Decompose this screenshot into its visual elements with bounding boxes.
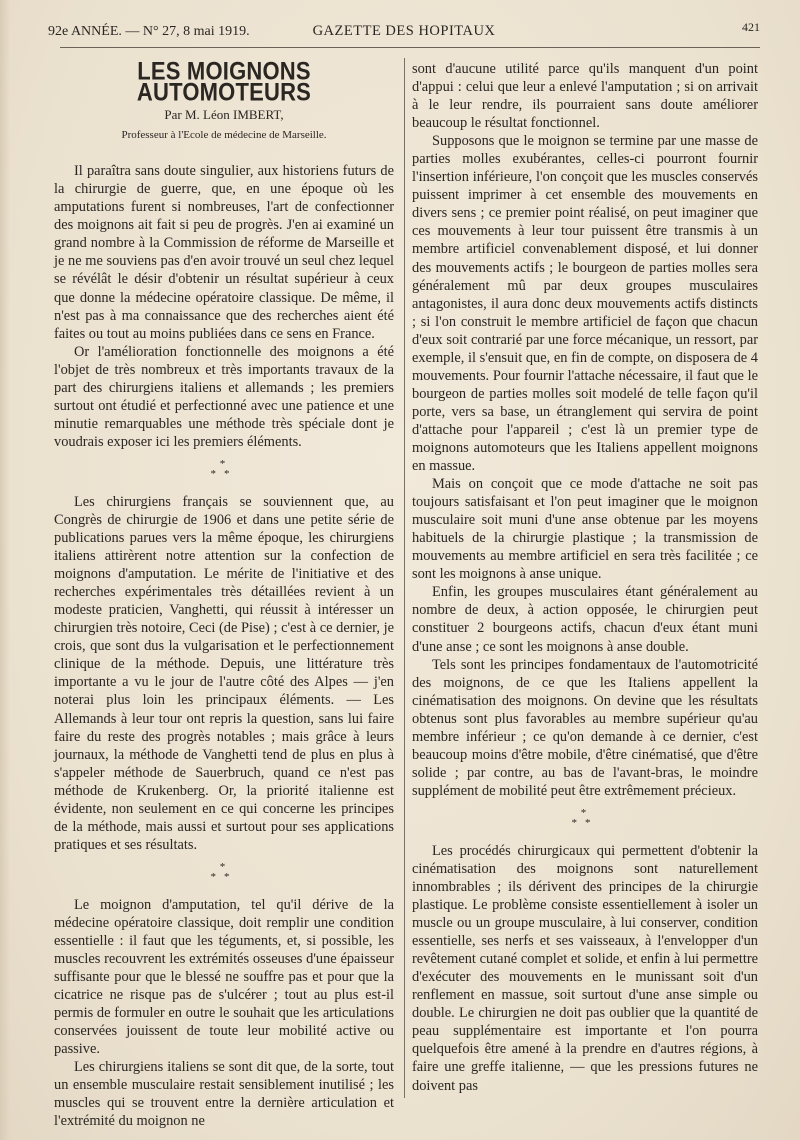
page-number: 421 xyxy=(742,20,760,34)
separator-star-pair xyxy=(54,469,394,479)
separator-star: * xyxy=(210,870,224,883)
section-separator xyxy=(54,862,394,882)
separator-star: * xyxy=(224,870,238,883)
separator-star-pair xyxy=(54,872,394,882)
paragraph: Il paraîtra sans doute singulier, aux historiens futurs de la chirurgie de guerre, que, en une époque où les amputations furent si nombreuses, l'art de confectionner des moignons ait fait si peu de progrès. J'en ai examiné un grand nombre à la Commission de réforme de Marseille et je ne me souviens pas d'en avoir trouvé un seul chez lequel se révélât le désir d'obtenir un résultat supérieur à ceux que donne la médecine opératoire classique. De même, il n'est pas à ma connaissance que des recherches aient été faites ou tout au moins publiées dans ce sens en France. xyxy=(54,163,394,342)
article-title: LES MOIGNONS AUTOMOTEURS xyxy=(136,56,312,107)
column-separator xyxy=(404,58,405,1098)
paragraph: Supposons que le moignon se termine par une masse de parties molles exubérantes, celles-ci pourront fournir l'insertion inférieure, l'on conçoit que les muscles conservés puissent imprimer à cet ensemble des mouvements en divers sens ; ce premier point réalisé, on peut imaginer que ces mouvements à leur tour puissent être transmis à un membre artificiel convenablement disposé, et lui donner des mouvements actifs ; le bourgeon de parties molles sera généralement mû par deux groupes musculaires antagonistes, il aura donc deux mouvements actifs distincts ; si l'on construit le membre artificiel de façon que chacun d'eux soit contrarié par une force mécanique, un ressort, par exemple, il s'ensuit que, en fin de compte, on disposera de 4 mouvements. Pour fournir l'attache nécessaire, il faut que le bourgeon de parties molles soit modelé de telle façon qu'il porte, vers sa base, un étranglement qui servira de point d'attache pour l'appareil ; c'est là un premier type de moignons automoteurs que les Italiens appellent moignons en massue. xyxy=(412,133,758,475)
paragraph: Les chirurgiens français se souviennent que, au Congrès de chirurgie de 1906 et dans une petite série de publications parues vers la même époque, les chirurgiens italiens attirèrent notre attention sur la confection de moignons d'amputation. Le mérite de l'initiative et des recherches expérimentales très détaillées revient à un modeste praticien, Vanghetti, qui réussit à intéresser un chirurgien très notoire, Ceci (de Pise) ; c'est à ce dernier, je crois, que sont dus la vulgarisation et le perfectionnement clinique de la méthode. Depuis, une littérature très importante a vu le jour de l'autre côté des Alpes — j'en noterai plus loin les principaux éléments. — Les Allemands à leur tour ont repris la question, sans lui faire faire du reste des progrès notables ; mais grâce à leurs journaux, la méthode de Vanghetti tend de plus en plus à s'appeler méthode de Sauerbruch, quand ce n'est pas méthode de Krukenberg. Or, la priorité italienne est évidente, non seulement en ce qui concerne les principes de la méthode, mais aussi et surtout pour ses applications pratiques et ses résultats. xyxy=(54,493,394,853)
issue-info: 92e ANNÉE. — N° 27, 8 mai 1919. xyxy=(48,24,250,39)
separator-star: * xyxy=(210,467,224,480)
separator-star: * xyxy=(219,860,229,873)
paragraph: Tels sont les principes fondamentaux de l'automotricité des moignons, de ce que les Italiens appellent la cinématisation des moignons. On devine que les résultats obtenus sont plus favorables au membre supérieur qu'au membre inférieur ; ce qu'on demande à ce dernier, c'est beaucoup moins d'être mobile, d'être cinématisé, que d'être solide ; par contre, au bas de l'avant-bras, le moindre supplément de mobilité peut être extrêmement précieux. xyxy=(412,656,758,799)
left-column xyxy=(54,56,394,1130)
right-column xyxy=(412,60,758,1095)
journal-name: GAZETTE DES HOPITAUX xyxy=(312,23,496,39)
separator-star-pair xyxy=(412,818,758,828)
paragraph: Les procédés chirurgicaux qui permettent d'obtenir la cinématisation des moignons sont naturellement innombrables ; ils dérivent des principes de la chirurgie plastique. Le problème consiste essentiellement à isoler un muscle ou un groupe musculaire, à lui conserver, condition essentielle, ses nerfs et ses vaisseaux, à l'envelopper d'un revêtement cutané complet et solide, et enfin à lui permettre d'exécuter des mouvements en le munissant soit d'un renflement en massue, soit surtout d'une anse simple ou double. Le chirurgien ne doit pas oublier que la quantité de peau supplémentaire est importante et l'on pourra quelquefois être amené à la prendre en d'autres régions, à faire une greffe italienne, — que les pressions futures ne doivent pas xyxy=(412,842,758,1094)
page-edge-shadow xyxy=(0,0,10,1140)
article-author: Par M. Léon IMBERT, xyxy=(164,107,284,123)
separator-star: * xyxy=(585,816,599,829)
separator-star: * xyxy=(571,816,585,829)
paragraph: Les chirurgiens italiens se sont dit que, de la sorte, tout un ensemble musculaire restait sensiblement inutilisé ; les muscles qui se trouvent entre la dernière articulation et l'extrémité du moignon ne xyxy=(54,1059,394,1130)
separator-star: * xyxy=(580,806,590,819)
separator-star: * xyxy=(219,457,229,470)
paragraph: Or l'amélioration fonctionnelle des moignons a été l'objet de très nombreux et très importants travaux de la part des chirurgiens italiens et allemands ; les premiers surtout ont étudié et perfectionné avec une patience et une minutie remarquables une méthode très spéciale dont je voudrais exposer ici les premiers éléments. xyxy=(54,343,394,450)
section-separator xyxy=(412,808,758,828)
paragraph: sont d'aucune utilité parce qu'ils manquent d'un point d'appui : celui que leur a enlevé l'amputation ; si on arrivait à le leur rendre, ils pourraient sans doute améliorer beaucoup le résultat fonctionnel. xyxy=(412,61,758,132)
page-header xyxy=(48,18,760,46)
section-separator xyxy=(54,459,394,479)
paragraph: Enfin, les groupes musculaires étant généralement au nombre de deux, à action opposée, le chirurgien peut constituer 2 bourgeons actifs, chacun d'eux étant muni d'une anse ; ce sont les moignons à anse double. xyxy=(412,584,758,655)
header-rule xyxy=(60,47,760,48)
paragraph: Mais on conçoit que ce mode d'attache ne soit pas toujours satisfaisant et l'on peut imaginer que le moignon musculaire soit muni d'une anse obtenue par les moyens habituels de la chirurgie plastique ; la transmission de mouvements au membre artificiel en sera très facilitée ; ce sont les moignons à anse unique. xyxy=(412,476,758,583)
separator-star: * xyxy=(224,467,238,480)
paragraph: Le moignon d'amputation, tel qu'il dérive de la médecine opératoire classique, doit remplir une condition essentielle : il faut que les téguments, et, si possible, les muscles recouvrent les extrémités osseuses d'une épaisseur suffisante pour que le blessé ne souffre pas et pour que la cicatrice ne risque pas de s'ulcérer ; tout au plus est-il permis de formuler en outre le souhait que les articulations conservées jouissent de toute leur mobilité active ou passive. xyxy=(54,896,394,1058)
author-affiliation: Professeur à l'Ecole de médecine de Marseille. xyxy=(121,129,327,142)
